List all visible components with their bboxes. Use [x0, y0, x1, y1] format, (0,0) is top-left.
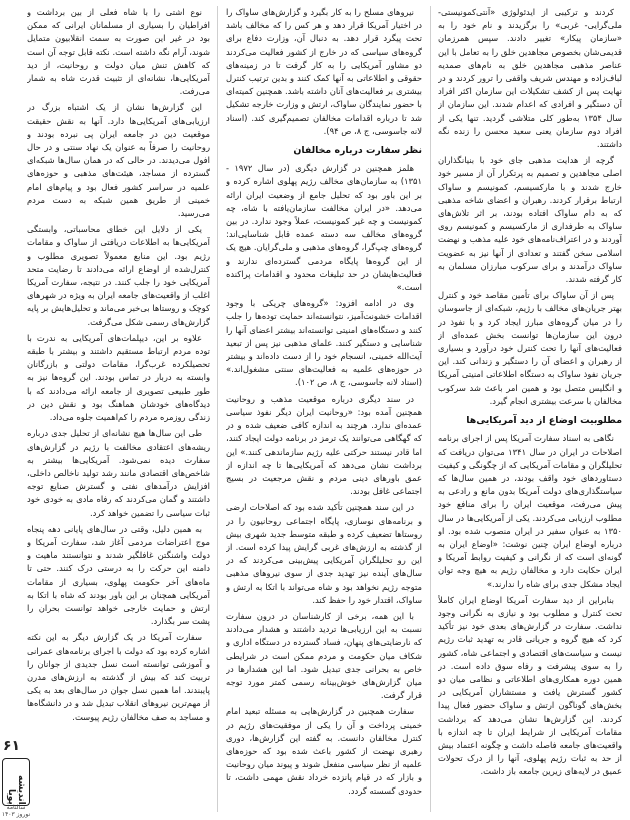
column-divider — [430, 6, 431, 812]
body-paragraph: با این همه، برخی از کارشناسان در درون سفارت نسبت به این ارزیابی‌ها تردید داشتند و هشدار می‌دادند که نارضایتی‌های پنهان، فساد گسترده در دستگاه اداری و شکاف میان حکومت و مردم ممکن است در شرایطی خاص به بحرانی جدی تبدیل شود. اما این هشدارها در میان گزارش‌های خوش‌بینانه رسمی کمتر مورد توجه قرار گرفت. — [226, 610, 422, 701]
page-number: ۶۱ — [3, 738, 21, 754]
body-paragraph: سفارت همچنین در گزارش‌هایی به مسئله تبعید امام خمینی پرداخت و آن را یکی از موفقیت‌های رژیم در کنترل مخالفان دانست. به گفته این گزارش‌ها، دوری رهبری نهضت از کشور باعث شده بود که حوزه‌های علمیه از نظر سیاسی منفعل شوند و پیوند میان روحانیت و بازار که در قیام پانزده خرداد نقش مهمی داشت، تا حدودی گسسته گردد. — [226, 706, 422, 796]
body-paragraph: نیروهای مسلح را به کار بگیرد و گزارش‌های ساواک را در اختیار آمریکا قرار دهد و هر کس را که مخالف باشد تحت پیگرد قرار دهد. به دنبال آن، وزارت دفاع برای گروه‌های سیاسی که در خارج از کشور فعالیت می‌کردند دو مشاور آمریکایی را به کار گرفت تا در زمینه‌های حقوقی و اطلاعاتی به آنها کمک کنند و بدین ترتیب کنترل بیشتری بر فعالیت‌های آنان داشته باشد. همچنین کمیته‌ای با حضور نمایندگان ساواک، ارتش و وزارت خارجه تشکیل شد تا درباره اقدامات مخالفان تصمیم‌گیری کند. (اسناد لانه جاسوسی، ج ۸، ص ۹۴). — [226, 7, 422, 136]
body-paragraph: یکی از دلایل این خطای محاسباتی، وابستگی آمریکایی‌ها به اطلاعات دریافتی از ساواک و مقامات رژیم بود. این منابع معمولاً تصویری مطلوب و کنترل‌شده از اوضاع ارائه می‌دادند تا رضایت متحد آمریکایی خود را جلب کنند. در نتیجه، سفارت آمریکا اغلب از واقعیت‌های جامعه ایران به ویژه در شهرهای کوچک و روستاها بی‌خبر می‌ماند و تحلیل‌هایش بر پایه گزارش‌های رسمی شکل می‌گرفت. — [27, 224, 210, 327]
body-paragraph: در این سند همچنین تأکید شده بود که اصلاحات ارضی و برنامه‌های نوسازی، پایگاه اجتماعی روحانیون را در روستاها تضعیف کرده و طبقه متوسط جدید شهری بیش از گذشته به ارزش‌های غربی گرایش پیدا کرده است. از این رو تحلیلگران آمریکایی پیش‌بینی می‌کردند که در سال‌های آینده نیز تهدید جدی از سوی نیروهای مذهبی متوجه رژیم نخواهد بود و شاه می‌تواند با اتکا به ارتش و ساواک، اقتدار خود را حفظ کند. — [226, 502, 422, 605]
body-paragraph: سفارت آمریکا در یک گزارش دیگر به این نکته اشاره کرده بود که دولت با اجرای برنامه‌های عمرانی و آموزشی توانسته است نسل جدیدی از جوانان را تربیت کند که بیش از گذشته به ارزش‌های مدرن پایبندند. اما همین نسل جوان در سال‌های بعد به یکی از مهم‌ترین نیروهای انقلاب تبدیل شد و در دانشگاه‌ها و مساجد به صف مخالفان رژیم پیوست. — [27, 632, 210, 722]
text-column-middle — [226, 6, 422, 812]
body-paragraph: علاوه بر این، دیپلمات‌های آمریکایی به ندرت با توده مردم ارتباط مستقیم داشتند و بیشتر با طبقه تحصیلکرده غرب‌گرا، مقامات دولتی و بازرگانان وابسته به دربار در تماس بودند. این گروه‌ها نیز به طور طبیعی تصویری از جامعه ارائه می‌دادند که با دیدگاه‌های خودشان هماهنگ بود و نقش دین در زندگی روزمره مردم را کم‌اهمیت جلوه می‌داد. — [27, 332, 210, 423]
body-paragraph: وی در ادامه افزود: «گروه‌های چریکی با وجود اقدامات خشونت‌آمیز، نتوانسته‌اند حمایت توده‌ها را جلب کنند و دستگاه‌های امنیتی توانسته‌اند بیشتر اعضای آنها را شناسایی و دستگیر کنند. علمای مذهبی نیز پس از تبعید آیت‌الله خمینی، انسجام خود را از دست داده‌اند و بیشتر در حوزه‌های علمیه به فعالیت‌های سنتی مشغول‌اند.» (اسناد لانه جاسوسی، ج ۸، ص ۱۰۲). — [226, 298, 422, 388]
body-paragraph: گرچه از هدایت مذهبی جای خود با بنیانگذاران اصلی مجاهدین و تصمیم به پرتکرار آن از مسیر خود خارج شدند و با مارکسیسم، کمونیسم و ساواک ارتباط برقرار کردند. رهبران و اعضای شاخه مذهبی که به دام ساواک افتاده بودند، بر اثر تلاش‌های ساواک به طرفداری از مارکسیسم و کمونیسم روی آوردند و در اعتراف‌نامه‌های خود علیه مذهب و نهضت اسلامی سخن گفتند و تعدادی از آنها نیز به عضویت ساواک درآمدند و برای سرکوب مبارزان مسلمان به کار گرفته شدند. — [438, 155, 622, 285]
body-paragraph: در سند دیگری درباره موقعیت مذهب و روحانیت همچنین آمده بود: «روحانیت ایران دیگر نفوذ سیاسی عمده‌ای ندارد. هرچند به اندازه کافی ضعیف شده و در که گهگاهی می‌توانند یک ترمز در برنامه دولت ایجاد کنند، اما قادر نیستند حرکتی علیه رژیم سازماندهی کنند.» این برداشت نشان می‌دهد که آمریکایی‌ها تا چه اندازه از عمق باورهای دینی مردم و نقش مرجعیت در بسیج اجتماعی غافل بودند. — [226, 393, 422, 497]
section-heading: مطلوبیت اوضاع از دید آمریکایی‌ها — [466, 415, 622, 427]
section-heading: نظر سفارت درباره مخالفان — [293, 145, 422, 157]
body-paragraph: هلمز همچنین در گزارش دیگری (در سال ۱۹۷۲ - ۱۳۵۱) به سازمان‌های مخالف رژیم پهلوی اشاره کرده و بر این باور بود که تحلیل جامع از وضعیت ایران ارائه می‌دهد. «در ایران مخالفت سازمان‌یافته با شاه، چه کمونیست و چه غیر کمونیست، عملاً وجود ندارد. در بین گروه‌های مخالف سه دسته عمده قابل شناسایی‌اند: گروه‌های چپ‌گرا، گروه‌های مذهبی و ملی‌گرایان. هیچ یک از این گروه‌ها پایگاه مردمی گسترده‌ای ندارند و فعالیت‌هایشان در حد تبلیغات محدود و اقدامات پراکنده است.» — [226, 163, 422, 293]
body-paragraph: نوع اشتی را با شاه فعلی از بین برداشت و افراطیان را بسیاری از مسلمانان ایرانی که ممکن بود در غیر این صورت به سمت انقلابیون متمایل شوند، آرام نگه داشته است. نکته قابل توجه آن است که کاهش تنش میان دولت و روحانیت، از دید آمریکایی‌ها، نشانه‌ای از تثبیت قدرت شاه به شمار می‌رفت. — [27, 7, 210, 97]
body-paragraph: این گزارش‌ها نشان از یک اشتباه بزرگ در ارزیابی‌های آمریکایی‌ها دارد. آنها به نقش حقیقت موقعیت دین در جامعه ایران پی نبرده بودند و روحانیت را صرفاً به عنوان یک نهاد سنتی و در حال افول می‌دیدند. در حالی که در همان سال‌ها شبکه‌ای گسترده از مساجد، هیئت‌های مذهبی و حوزه‌های علمیه در سراسر کشور فعال بود و پیام‌های امام خمینی از طریق همین شبکه به دست مردم می‌رسید. — [27, 102, 210, 219]
text-column-right — [438, 6, 622, 812]
column-divider — [217, 6, 218, 812]
text-column-left — [27, 6, 210, 812]
magazine-logo: اندیشه پویا — [2, 758, 30, 806]
body-paragraph: بنابراین از دید سفارت آمریکا اوضاع ایران کاملاً تحت کنترل و مطلوب بود و نیازی به نگرانی وجود نداشت. سفارت در گزارش‌های بعدی خود نیز تأکید کرد که هیچ گروه و جریانی قادر به تهدید ثبات رژیم نیست و سیاست‌های اقتصادی و اجتماعی شاه، کشور را به سوی پیشرفت و رفاه سوق داده است. در همین دوره همکاری‌های اطلاعاتی و نظامی میان دو کشور گسترش یافت و مستشاران آمریکایی در بخش‌های گوناگون ارتش و ساواک حضور فعال پیدا کردند. این گزارش‌ها نشان می‌دهد که برداشت مقامات آمریکایی از شرایط ایران تا چه اندازه با واقعیت‌های جامعه فاصله داشت و چگونه اعتماد بیش از حد به ثبات رژیم پهلوی، آنها را از درک تحولات عمیق در لایه‌های زیرین جامعه باز داشت. — [438, 594, 622, 777]
body-paragraph: به همین دلیل، وقتی در سال‌های پایانی دهه پنجاه موج اعتراضات مردمی آغاز شد، سفارت آمریکا و دولت واشنگتن غافلگیر شدند و نتوانستند ماهیت و دامنه این حرکت را به درستی درک کنند. حتی تا ماه‌های آخر حکومت پهلوی، بسیاری از مقامات آمریکایی همچنان بر این باور بودند که شاه با اتکا به ارتش و حمایت خارجی خواهد توانست بحران را پشت سر بگذارد. — [27, 523, 210, 627]
body-paragraph: طی این سال‌ها هیچ نشانه‌ای از تحلیل جدی درباره ریشه‌های اعتقادی مخالفت با رژیم در گزارش‌های سفارت دیده نمی‌شود. آمریکایی‌ها بیشتر به شاخص‌های اقتصادی مانند رشد تولید ناخالص داخلی، افزایش درآمدهای نفتی و گسترش صنایع توجه داشتند و گمان می‌کردند که رفاه مادی به خودی خود ثبات سیاسی را تضمین خواهد کرد. — [27, 428, 210, 518]
page-footer-sidebar — [0, 0, 30, 820]
issue-label: سالنامه نوروز ۱۴۰۳ — [1, 804, 31, 818]
body-paragraph: پس از آن ساواک برای تأمین مقاصد خود و کنترل بهتر جریان‌های مخالف با رژیم، شبکه‌ای از جاسوسان را در میان گروه‌های مبارز ایجاد کرد و با نفوذ در درون این سازمان‌ها توانست بخش عمده‌ای از فعالیت‌های آنها را تحت کنترل خود درآورد و بسیاری از رهبران و اعضای آن را دستگیر و زندانی کند. این جریان نفوذ ساواک به دستگاه اطلاعاتی امنیتی آمریکا و انگلیس متصل بود و همین امر باعث شد سرکوب مخالفان با سرعت بیشتری انجام گیرد. — [438, 290, 622, 406]
body-paragraph: نگاهی به اسناد سفارت آمریکا پس از اجرای برنامه اصلاحات در ایران در سال ۱۳۴۱ می‌توان دریافت که تحلیلگران و مقامات آمریکایی که از چگونگی و کیفیت دستاوردهای خود واقف بودند، در همین سال‌ها که سیاستگذاری‌های دولت آمریکا بدون مانع و رادعی به پیش می‌رفت، موقعیت ایران را برای منافع خود مطلوب ارزیابی می‌کردند. یکی از آمریکایی‌ها در سال ۱۳۵۰ به عنوان سفیر در ایران منصوب شده بود. او درباره اوضاع ایران چنین نوشت: «اوضاع ایران به گونه‌ای است که از نگرانی و کیفیت روابط آمریکا و ایران حکایت دارد و مخالفان رژیم به هیچ وجه توان ایجاد مشکل جدی برای شاه را ندارند.» — [438, 433, 622, 589]
body-paragraph: کردند و ترکیبی از ایدئولوژی «آنتی‌کمونیستی- ملی‌گرایی- غربی» را برگزیدند و نام خود را به «سازمان پیکار» تغییر دادند. سپس همرزمان قدیمی‌شان بخصوص مجاهدین خلق را به تعامل با این عناصر مذهبی مجاهدین خلق به نام‌های صمدیه لباف‌زاده و مهندس شریف واقفی را ترور کردند و در نهایت پس از کشف تشکیلات این سازمان اکثر افراد آن دستگیر و افرادی که اعدام شدند. این سازمان از سال ۱۳۵۴ به‌طور کلی متلاشی گردید. تنها یکی از افراد دوم سازمان یعنی سعید محسن را زنده نگه داشتند. — [438, 7, 622, 150]
